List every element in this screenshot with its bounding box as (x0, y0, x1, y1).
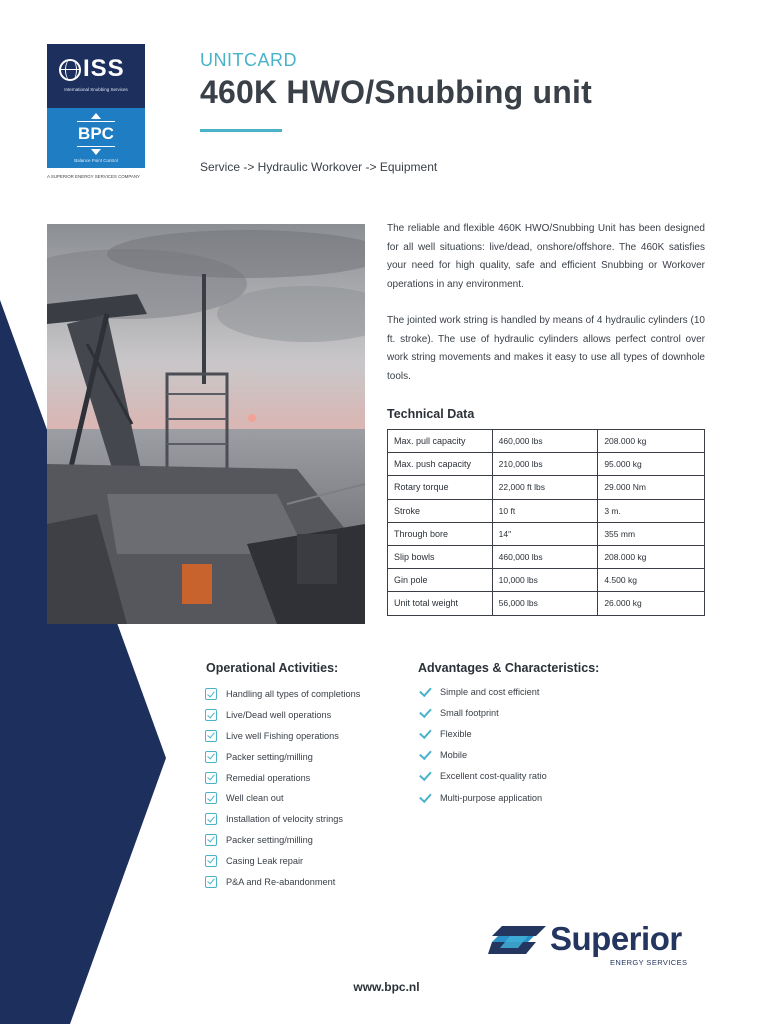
list-item-label: Live/Dead well operations (226, 710, 332, 721)
spec-label: Unit total weight (388, 592, 493, 615)
checkbox-checked-icon (205, 709, 217, 721)
technical-data-heading: Technical Data (387, 407, 475, 421)
list-item-label: Packer setting/milling (226, 751, 313, 762)
checkmark-icon (418, 686, 431, 698)
list-item (205, 871, 360, 892)
list-item-label: Excellent cost-quality ratio (440, 771, 547, 782)
logo-tagline: A SUPERIOR ENERGY SERVICES COMPANY (47, 174, 140, 179)
list-item (205, 850, 360, 871)
iss-logo-text: ISS (83, 55, 125, 82)
checkbox-checked-icon (205, 813, 217, 825)
list-item-label: Flexible (440, 728, 472, 739)
list-item-label: Casing Leak repair (226, 855, 304, 866)
spec-label: Max. pull capacity (388, 430, 493, 453)
operational-activities-heading: Operational Activities: (206, 661, 339, 675)
list-item (418, 766, 547, 787)
list-item-label: Handling all types of completions (226, 689, 361, 700)
spec-imperial: 14" (492, 522, 598, 545)
list-item (205, 705, 360, 726)
list-item-label: Remedial operations (226, 772, 311, 783)
checkbox-checked-icon (205, 751, 217, 763)
title-underline (200, 129, 282, 132)
list-item-label: Simple and cost efficient (440, 686, 540, 697)
checkbox-checked-icon (205, 855, 217, 867)
checkbox-checked-icon (205, 834, 217, 846)
bpc-logo-text: BPC (78, 124, 114, 143)
list-item (418, 745, 547, 766)
list-item (205, 809, 360, 830)
checkbox-checked-icon (205, 688, 217, 700)
operational-activities-list (205, 684, 360, 892)
checkmark-icon (418, 770, 431, 782)
spec-imperial: 56,000 lbs (492, 592, 598, 615)
list-item (205, 746, 360, 767)
spec-label: Gin pole (388, 569, 493, 592)
checkmark-icon (418, 728, 431, 740)
advantages-list (418, 681, 547, 808)
list-item-label: Well clean out (226, 793, 284, 804)
spec-label: Through bore (388, 522, 493, 545)
table-row (388, 569, 705, 592)
breadcrumb: Service -> Hydraulic Workover -> Equipment (200, 160, 438, 174)
spec-metric: 355 mm (598, 522, 705, 545)
spec-label: Stroke (388, 499, 493, 522)
spec-metric: 3 m. (598, 499, 705, 522)
table-row (388, 545, 705, 568)
spec-imperial: 210,000 lbs (492, 453, 598, 476)
list-item (205, 788, 360, 809)
list-item (205, 726, 360, 747)
table-row (388, 592, 705, 615)
bpc-logo (47, 108, 145, 168)
checkmark-icon (418, 792, 431, 804)
spec-metric: 26.000 kg (598, 592, 705, 615)
list-item-label: Mobile (440, 750, 468, 761)
checkbox-checked-icon (205, 772, 217, 784)
table-row (388, 430, 705, 453)
list-item-label: Packer setting/milling (226, 834, 313, 845)
bpc-logo-subtitle: Balance Point Control (74, 158, 118, 163)
arrow-down-icon (91, 149, 101, 155)
spec-imperial: 22,000 ft lbs (492, 476, 598, 499)
eyebrow-label: UNITCARD (200, 50, 297, 70)
checkmark-icon (418, 749, 431, 761)
list-item (418, 702, 547, 723)
spec-metric: 4.500 kg (598, 569, 705, 592)
checkbox-checked-icon (205, 730, 217, 742)
list-item-label: Multi-purpose application (440, 792, 543, 803)
table-row (388, 499, 705, 522)
company-logo (47, 44, 145, 179)
superior-mark-icon (488, 926, 550, 956)
website-url[interactable]: www.bpc.nl (353, 980, 420, 994)
spec-metric: 95.000 kg (598, 453, 705, 476)
list-item (418, 723, 547, 744)
superior-logo-text: Superior (550, 920, 682, 957)
list-item-label: P&A and Re-abandonment (226, 876, 336, 887)
technical-data-table (387, 429, 705, 616)
list-item (418, 787, 547, 808)
list-item (205, 767, 360, 788)
checkmark-icon (418, 707, 431, 719)
globe-icon (59, 59, 81, 81)
superior-logo (488, 922, 708, 968)
description-paragraph: The reliable and flexible 460K HWO/Snubbing Unit has been designed for all well situations: live/dead, onshore/offshore. The 460K satisfies your need for high quality, safe and efficient Snubbing or Workover operations in any environment. (387, 223, 705, 290)
rig-photo (47, 224, 365, 624)
spec-label: Max. push capacity (388, 453, 493, 476)
list-item-label: Live well Fishing operations (226, 730, 339, 741)
page-title: 460K HWO/Snubbing unit (200, 74, 592, 110)
arrow-up-icon (91, 113, 101, 119)
table-row (388, 476, 705, 499)
checkbox-checked-icon (205, 792, 217, 804)
spec-metric: 208.000 kg (598, 545, 705, 568)
spec-imperial: 460,000 lbs (492, 430, 598, 453)
list-item (205, 684, 360, 705)
spec-metric: 29.000 Nm (598, 476, 705, 499)
iss-logo (47, 44, 145, 108)
list-item (418, 681, 547, 702)
list-item-label: Installation of velocity strings (226, 814, 343, 825)
table-row (388, 522, 705, 545)
unit-description (387, 220, 705, 386)
spec-metric: 208.000 kg (598, 430, 705, 453)
spec-imperial: 10,000 lbs (492, 569, 598, 592)
description-paragraph: The jointed work string is handled by means of 4 hydraulic cylinders (10 ft. stroke). The use of hydraulic cylinders allows perfect control over work string movements and makes it easy to use all types of downhole tools. (387, 315, 705, 382)
spec-label: Rotary torque (388, 476, 493, 499)
advantages-heading: Advantages & Characteristics: (418, 661, 600, 675)
spec-label: Slip bowls (388, 545, 493, 568)
spec-imperial: 460,000 lbs (492, 545, 598, 568)
spec-imperial: 10 ft (492, 499, 598, 522)
list-item (205, 830, 360, 851)
table-row (388, 453, 705, 476)
superior-logo-subtitle: ENERGY SERVICES (610, 958, 688, 967)
checkbox-checked-icon (205, 876, 217, 888)
list-item-label: Small footprint (440, 707, 499, 718)
iss-logo-subtitle: International Snubbing Services (64, 87, 128, 92)
